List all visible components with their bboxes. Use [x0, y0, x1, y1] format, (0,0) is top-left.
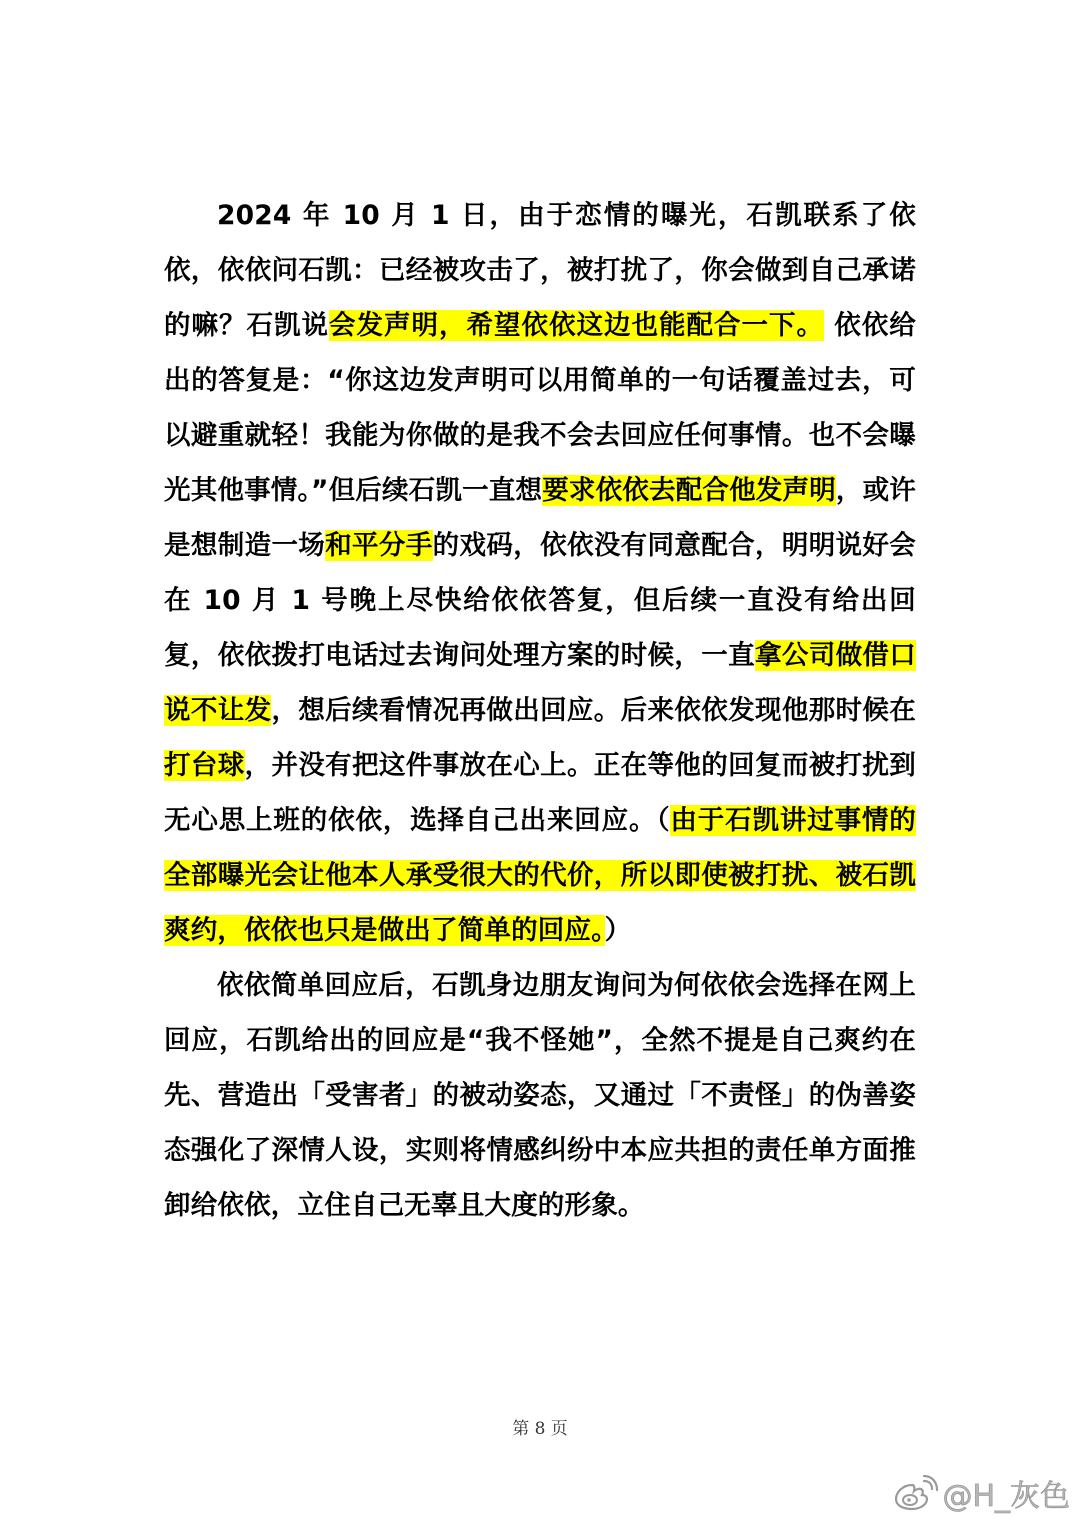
- para1-highlight: 和平分手: [325, 530, 433, 561]
- para1-text: 2024 年 10 月 1 日，由于恋情的曝光，石凯联系了依依，依依问石凯：已经被攻击了，被打扰了，你会做到自己承诺的嘛？石凯说: [164, 200, 916, 341]
- watermark-text: @H_灰色: [942, 1479, 1070, 1514]
- para2-text: 依依简单回应后，石凯身边朋友询问为何依依会选择在网上回应，石凯给出的回应是“我不怪她”，全然不提是自己爽约在先、营造出「受害者」的被动姿态，又通过「不责怪」的伪善姿态强化了深情人设，实则将情感纠纷中本应共担的责任单方面推卸给依依，立住自己无辜且大度的形象。: [164, 970, 916, 1221]
- para1-text: ，或许是想制造一场: [164, 475, 917, 561]
- para1-text: ，并没有把这件事放在心上。正在等他的回复而被打扰到无心思上班的依依，选择自己出来回应。（: [164, 750, 916, 836]
- page-number: 第 8 页: [512, 1419, 568, 1439]
- para1-text: 依依给出的答复是：“你这边发声明可以用简单的一句话覆盖过去，可以避重就轻！我能为你做的是我不会去回应任何事情。也不会曝光其他事情。”但后续石凯一直想: [164, 310, 916, 506]
- para1-highlight: 打台球: [164, 750, 245, 781]
- para1-highlight: 要求依依去配合他发声明: [542, 475, 836, 506]
- document-body: [164, 188, 916, 1233]
- para1-highlight: 由于石凯讲过事情的全部曝光会让他本人承受很大的代价，所以即使被打扰、被石凯爽约，依依也只是做出了简单的回应。: [164, 805, 916, 946]
- watermark: [894, 1471, 1070, 1515]
- para1-text: ，想后续看情况再做出回应。后来依依发现他那时候在: [271, 695, 916, 726]
- para1-text: 的戏码，依依没有同意配合，明明说好会在 10 月 1 号晚上尽快给依依答复，但后续一直没有给出回复，依依拨打电话过去询问处理方案的时候，一直: [164, 530, 916, 671]
- weibo-icon: [894, 1475, 938, 1511]
- paragraph-1: [164, 188, 916, 958]
- para1-highlight: 会发声明，希望依依这边也能配合一下。: [329, 310, 825, 341]
- para1-text: ）: [604, 915, 632, 946]
- paragraph-2: [164, 958, 916, 1233]
- para1-highlight: 拿公司做借口说不让发: [164, 640, 916, 726]
